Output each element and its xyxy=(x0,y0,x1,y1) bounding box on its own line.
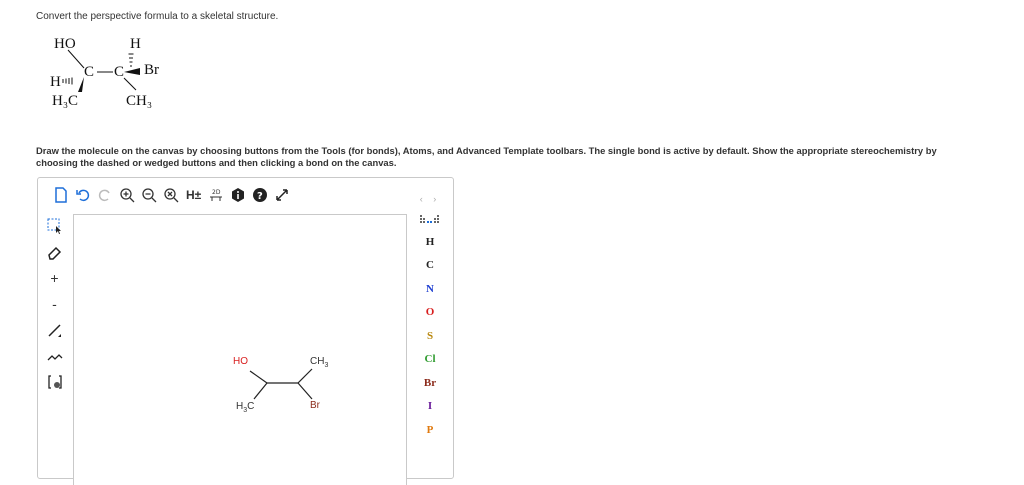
selection-icon xyxy=(47,218,63,234)
ch3-label: CH₃ xyxy=(126,93,153,109)
ch3-subscript: 3 xyxy=(324,362,329,369)
undo-button[interactable] xyxy=(74,186,92,204)
question-prompt: Convert the perspective formula to a skeletal structure. xyxy=(36,11,279,22)
scroll-arrows[interactable]: ‹ › xyxy=(419,194,441,204)
negative-charge-button[interactable]: - xyxy=(52,296,57,312)
svg-text:?: ? xyxy=(257,191,264,202)
fullscreen-button[interactable] xyxy=(273,186,291,204)
h3c-h-text: H xyxy=(236,401,244,412)
carbon-1-label: C xyxy=(84,64,95,80)
zoom-in-icon xyxy=(119,187,135,203)
bracket-icon xyxy=(47,374,63,390)
zoom-out-button[interactable] xyxy=(140,186,158,204)
canvas-ch3-label[interactable] xyxy=(310,356,328,369)
redo-button[interactable] xyxy=(96,186,114,204)
clean-2d-icon xyxy=(208,187,224,203)
molecule-editor xyxy=(37,177,454,479)
bracket-tool-button[interactable] xyxy=(43,370,67,394)
atom-button-s[interactable]: S xyxy=(426,329,434,342)
single-bond-icon xyxy=(47,322,63,338)
br-label: Br xyxy=(144,62,159,78)
left-toolbar xyxy=(38,212,71,478)
info-hexagon-icon xyxy=(230,187,246,203)
single-bond-tool-button[interactable] xyxy=(43,318,67,342)
h3c-c-text: C xyxy=(247,401,255,412)
help-button[interactable] xyxy=(251,186,269,204)
zoom-reset-icon xyxy=(163,187,179,203)
atom-button-br[interactable]: Br xyxy=(423,376,437,389)
zoom-out-icon xyxy=(141,187,157,203)
chain-icon xyxy=(47,348,63,364)
toggle-hydrogens-button[interactable]: H± xyxy=(186,188,202,202)
info-button[interactable] xyxy=(229,186,247,204)
svg-text:2D: 2D xyxy=(212,189,221,196)
periodic-table-button[interactable] xyxy=(419,212,441,228)
instructions xyxy=(36,145,1024,169)
drawing-canvas[interactable] xyxy=(73,214,407,485)
canvas-br-label[interactable]: Br xyxy=(310,400,320,411)
eraser-tool-button[interactable] xyxy=(43,240,67,264)
select-tool-button[interactable] xyxy=(43,214,67,238)
zoom-in-button[interactable] xyxy=(118,186,136,204)
atom-button-p[interactable]: P xyxy=(426,423,434,436)
atom-button-cl[interactable]: Cl xyxy=(424,353,436,366)
positive-charge-button[interactable]: + xyxy=(50,270,59,286)
redo-icon xyxy=(97,187,113,203)
skeletal-bonds xyxy=(74,215,404,485)
help-icon xyxy=(252,187,268,203)
ho-label: HO xyxy=(54,36,76,52)
instructions-line-2: choosing the dashed or wedged buttons and then clicking a bond on the canvas. xyxy=(36,157,397,168)
expand-icon xyxy=(274,187,290,203)
atom-button-c[interactable]: C xyxy=(426,259,434,272)
eraser-icon xyxy=(47,244,63,260)
perspective-formula xyxy=(40,30,190,120)
carbon-2-label: C xyxy=(114,64,125,80)
zoom-reset-button[interactable] xyxy=(162,186,180,204)
top-toolbar xyxy=(38,178,453,212)
atoms-toolbar xyxy=(410,194,450,474)
atom-button-h[interactable]: H xyxy=(425,235,435,248)
undo-icon xyxy=(75,187,91,203)
periodic-table-icon xyxy=(419,212,441,228)
atom-button-i[interactable]: I xyxy=(427,400,433,413)
atom-list xyxy=(415,230,445,442)
chain-tool-button[interactable] xyxy=(43,344,67,368)
atom-button-n[interactable]: N xyxy=(426,282,434,295)
2d-clean-button[interactable] xyxy=(207,186,225,204)
new-document-icon xyxy=(53,187,69,203)
atom-button-o[interactable]: O xyxy=(425,306,435,319)
h-left-label: H xyxy=(50,74,61,90)
canvas-ho-label[interactable]: HO xyxy=(233,356,248,367)
instructions-line-1: Draw the molecule on the canvas by choosing buttons from the Tools (for bonds), Atoms, and Advanced Template toolbars. The single bond is active by default. Show the appropriate stereochemistry by xyxy=(36,145,937,156)
new-document-button[interactable] xyxy=(52,186,70,204)
h3c-subscript: 3 xyxy=(243,407,248,414)
canvas-h3c-label[interactable] xyxy=(236,401,254,414)
h3c-label: H₃C xyxy=(52,93,79,109)
ch3-text: CH xyxy=(310,356,325,367)
h-top-label: H xyxy=(130,36,141,52)
